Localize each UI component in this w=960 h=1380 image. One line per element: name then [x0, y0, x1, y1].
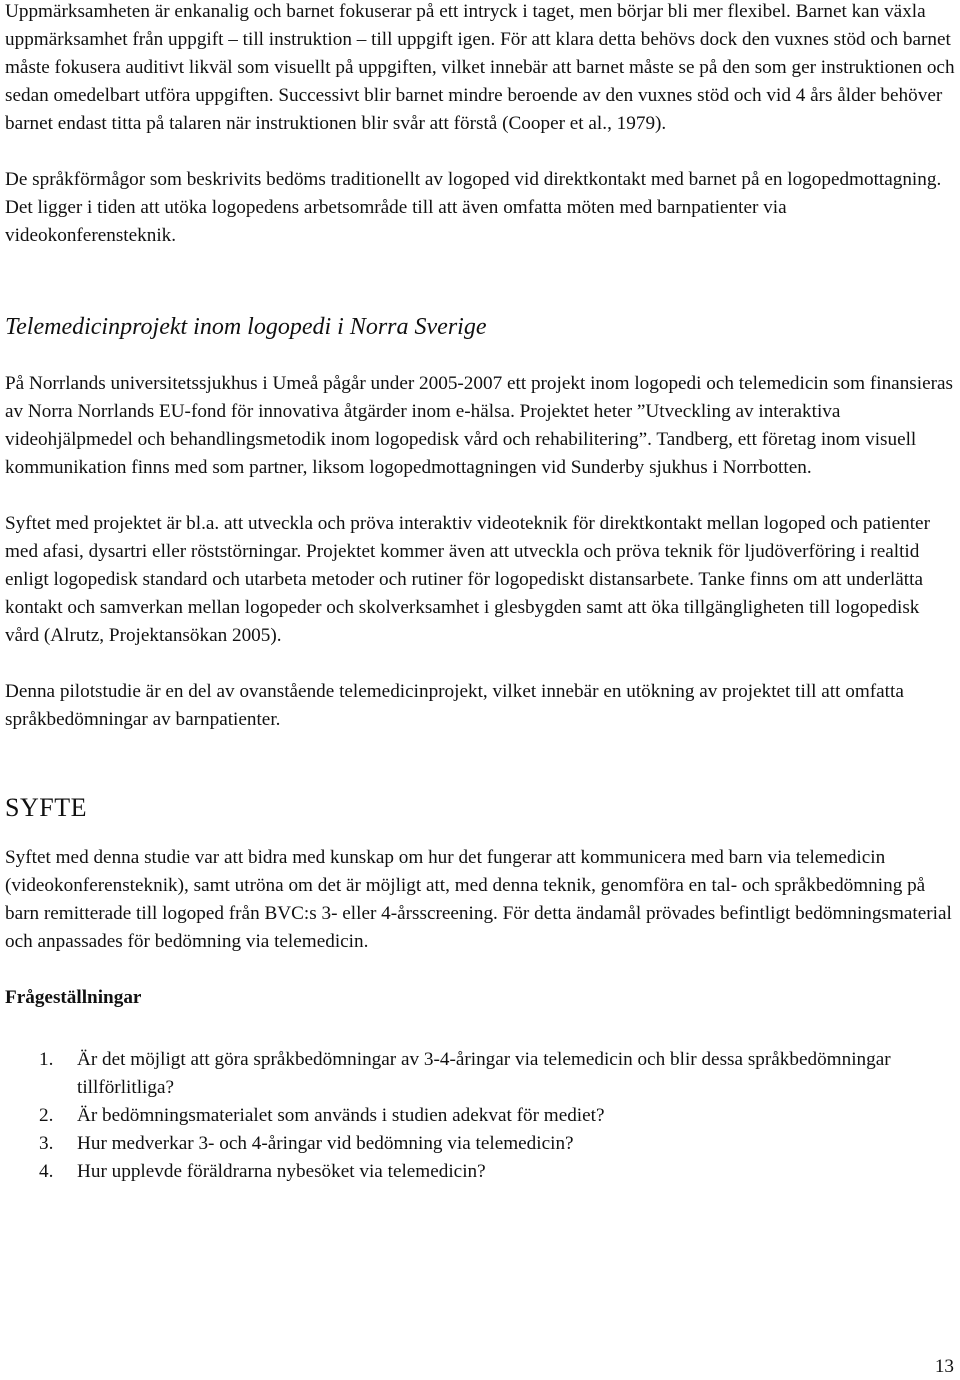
paragraph-syfte: Syftet med denna studie var att bidra med kunskap om hur det fungerar att kommunicera med barn via telemedicin (videokonferensteknik), samt utröna om det är möjligt att, med denna teknik, genomföra en tal- och språkbedömning på barn remitterade till logoped från BVC:s 3- eller 4-årsscreening. För detta ändamål prövades befintligt bedömningsmaterial och anpassades för bedömning via telemedicin. — [5, 847, 952, 952]
list-item-text: Är bedömningsmaterialet som används i studien adekvat för mediet? — [77, 1105, 605, 1126]
heading-questions: Frågeställningar — [5, 987, 142, 1008]
paragraph-pilot-study: Denna pilotstudie är en del av ovanstående telemedicinprojekt, vilket innebär en utökning av projektet till att omfatta språkbedömningar av barnpatienter. — [5, 681, 904, 730]
list-item — [5, 1046, 955, 1102]
paragraph-project-intro: På Norrlands universitetssjukhus i Umeå pågår under 2005-2007 ett projekt inom logopedi och telemedicin som finansieras av Norra Norrlands EU-fond för innovativa åtgärder inom e-hälsa. Projektet heter ”Utveckling av interaktiva videohjälpmedel och behandlingsmetodik inom logopedisk vård och rehabilitering”. Tandberg, ett företag inom visuell kommunikation finns med som partner, liksom logopedmottagningen vid Sunderby sjukhus i Norrbotten. — [5, 373, 953, 478]
list-item-number: 4. — [39, 1161, 54, 1182]
list-item — [5, 1130, 955, 1158]
questions-list — [5, 1046, 955, 1186]
paragraph-attention: Uppmärksamheten är enkanalig och barnet fokuserar på ett intryck i taget, men börjar bli mer flexibel. Barnet kan växla uppmärksamhet från uppgift – till instruktion – till uppgift igen. För att klara detta behövs dock den vuxnes stöd och barnet måste fokusera auditivt likväl som visuellt på uppgiften, vilket innebär att barnet måste se på den som ger instruktionen och sedan omedelbart utföra uppgiften. Successivt blir barnet mindre beroende av den vuxnes stöd och vid 4 års ålder behöver barnet endast titta på talaren när instruktionen blir svår att förstå (Cooper et al., 1979). — [5, 1, 955, 134]
list-item — [5, 1158, 955, 1186]
list-item — [5, 1102, 955, 1130]
list-item-text: Är det möjligt att göra språkbedömningar av 3-4-åringar via telemedicin och blir dessa språkbedömningar tillförlitliga? — [77, 1049, 891, 1098]
list-item-text: Hur upplevde föräldrarna nybesöket via telemedicin? — [77, 1161, 486, 1182]
list-item-number: 3. — [39, 1133, 54, 1154]
list-item-number: 2. — [39, 1105, 54, 1126]
list-item-number: 1. — [39, 1049, 54, 1070]
page-number: 13 — [934, 1356, 954, 1377]
paragraph-language-abilities: De språkförmågor som beskrivits bedöms traditionellt av logoped vid direktkontakt med barnet på en logopedmottagning. Det ligger i tiden att utöka logopedens arbetsområde till att även omfatta möten med barnpatienter via videokonferensteknik. — [5, 169, 942, 246]
document-page — [5, 0, 955, 1186]
heading-syfte: SYFTE — [5, 793, 87, 822]
paragraph-project-purpose: Syftet med projektet är bl.a. att utveckla och pröva interaktiv videoteknik för direktkontakt mellan logoped och patienter med afasi, dysartri eller röststörningar. Projektet kommer även att utveckla och pröva teknik för ljudöverföring i realtid enligt logopedisk standard och utarbeta metoder och rutiner för logopediskt distansarbete. Tanke finns om att underlätta kontakt och samverkan mellan logopeder och skolverksamhet i glesbygden samt att öka tillgängligheten till logopedisk vård (Alrutz, Projektansökan 2005). — [5, 513, 930, 646]
heading-telemedicine-project: Telemedicinprojekt inom logopedi i Norra Sverige — [5, 314, 487, 340]
list-item-text: Hur medverkar 3- och 4-åringar vid bedömning via telemedicin? — [77, 1133, 574, 1154]
